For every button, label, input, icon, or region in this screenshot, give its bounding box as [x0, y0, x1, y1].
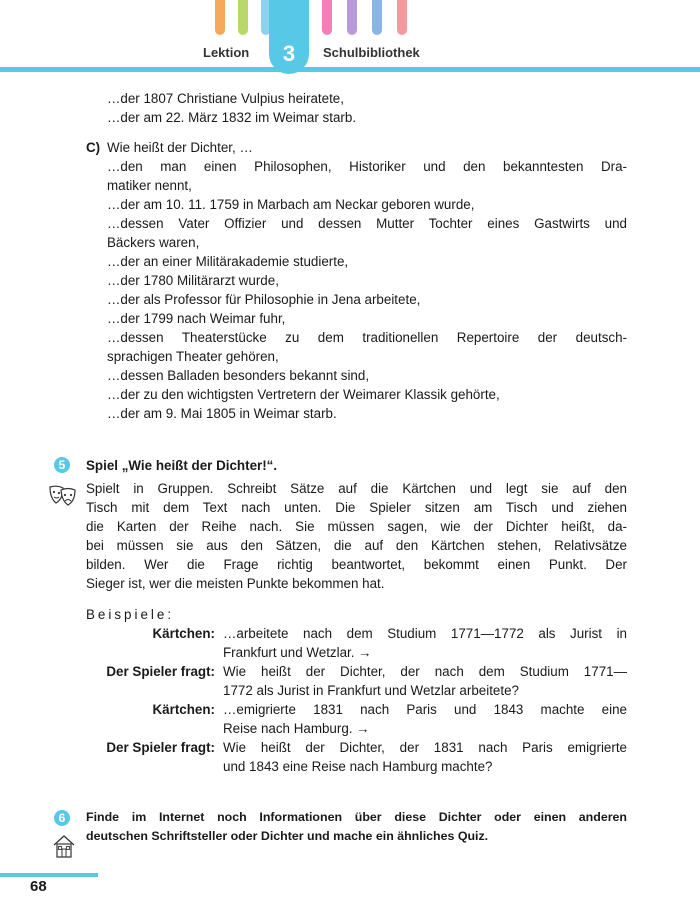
header-rule [0, 67, 700, 72]
examples-label: Beispiele: [86, 607, 175, 622]
list-item: …der an einer Militärakademie studierte, [107, 254, 349, 269]
task-5-body-line: die Karten der Reihe nach. Sie müssen sagen, wie der Dichter heißt, da- [86, 519, 627, 534]
color-tab [238, 0, 248, 35]
example-label: Der Spieler fragt: [106, 740, 215, 755]
list-item: …der am 9. Mai 1805 in Weimar starb. [107, 406, 337, 421]
example-label: Kärtchen: [152, 702, 215, 717]
list-item: matiker nennt, [107, 178, 192, 193]
lesson-number-badge: 3 [269, 0, 309, 74]
section-c-question: Wie heißt der Dichter, … [107, 140, 253, 155]
list-item: …der 1780 Militärarzt wurde, [107, 273, 279, 288]
example-text: Reise nach Hamburg. → [223, 721, 370, 736]
example-text: 1772 als Jurist in Frankfurt und Wetzlar arbeitete? [223, 683, 519, 698]
task-5-body-line: Spielt in Gruppen. Schreibt Sätze auf die Kärtchen und legt sie auf den [86, 481, 627, 496]
task-6-line: Finde im Internet noch Informationen über diese Dichter oder einen anderen [86, 810, 627, 824]
list-item: sprachigen Theater gehören, [107, 349, 279, 364]
section-c-marker: C) [86, 140, 101, 155]
task-5-title: Spiel „Wie heißt der Dichter!“. [86, 458, 278, 473]
list-item: …der als Professor für Philosophie in Jena arbeitete, [107, 292, 421, 307]
example-text: Wie heißt der Dichter, der 1831 nach Paris emigrierte [223, 740, 627, 755]
example-label: Der Spieler fragt: [106, 664, 215, 679]
example-text: und 1843 eine Reise nach Hamburg machte? [223, 759, 493, 774]
color-tab [322, 0, 332, 35]
color-tab [215, 0, 225, 35]
list-item: …den man einen Philosophen, Historiker und den bekanntesten Dra- [107, 159, 627, 174]
list-item: …dessen Balladen besonders bekannt sind, [107, 368, 370, 383]
task-6-number: 6 [54, 810, 70, 826]
list-item: …der 1799 nach Weimar fuhr, [107, 311, 286, 326]
example-text: Wie heißt der Dichter, der nach dem Studium 1771— [223, 664, 627, 679]
header-color-tabs [0, 0, 700, 40]
example-text: Frankfurt und Wetzlar. → [223, 645, 372, 660]
color-tab [372, 0, 382, 35]
footer-rule [0, 873, 98, 877]
color-tab [347, 0, 357, 35]
example-text: …emigrierte 1831 nach Paris und 1843 machte eine [223, 702, 627, 717]
list-item: …dessen Vater Offizier und dessen Mutter Tochter eines Gastwirts und [107, 216, 627, 231]
color-tab [397, 0, 407, 35]
prev-line: …der 1807 Christiane Vulpius heiratete, [107, 91, 344, 106]
list-item: …der am 10. 11. 1759 in Marbach am Neckar geboren wurde, [107, 197, 475, 212]
list-item: …der zu den wichtigsten Vertretern der Weimarer Klassik gehörte, [107, 387, 500, 402]
example-label: Kärtchen: [152, 626, 215, 641]
chapter-title: Schulbibliothek [323, 45, 420, 60]
list-item: …dessen Theaterstücke zu dem traditionellen Repertoire der deutsch- [107, 330, 627, 345]
lektion-label: Lektion [203, 45, 250, 60]
task-5-body-line: bilden. Wer die Frage richtig beantwortet, bekommt einen Punkt. Der [86, 557, 627, 572]
task-5-body-line: bei müssen sie aus den Sätzen, die auf den Kärtchen stehen, Relativsätze [86, 538, 627, 553]
house-icon [52, 833, 76, 859]
task-5-body-line: Tisch mit dem Text nach unten. Die Spieler sitzen am Tisch und ziehen [86, 500, 627, 515]
task-5-number: 5 [54, 457, 70, 473]
page-number: 68 [30, 878, 47, 895]
task-6-line: deutschen Schriftsteller oder Dichter und mache ein ähnliches Quiz. [86, 829, 489, 843]
theatre-masks-icon [48, 484, 78, 508]
prev-line: …der am 22. März 1832 im Weimar starb. [107, 110, 357, 125]
task-5-body-line: Sieger ist, wer die meisten Punkte bekommen hat. [86, 576, 385, 591]
example-text: …arbeitete nach dem Studium 1771—1772 als Jurist in [223, 626, 627, 641]
list-item: Bäckers waren, [107, 235, 200, 250]
